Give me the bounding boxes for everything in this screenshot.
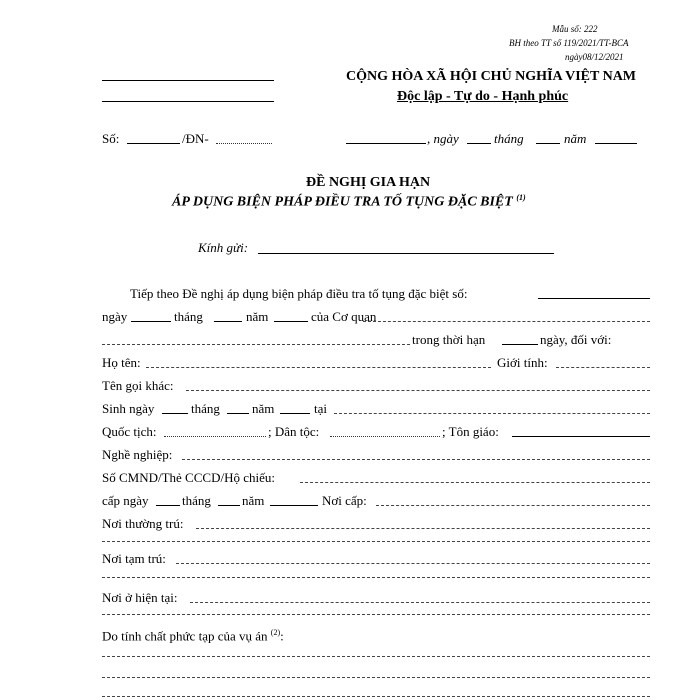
cap-day-field[interactable] <box>156 505 180 506</box>
body-month-field[interactable] <box>214 321 242 322</box>
body-agency-field-2[interactable] <box>102 344 410 345</box>
body-thang-label: tháng <box>174 309 203 324</box>
noi-thuong-tru-label: Nơi thường trú: <box>102 516 184 531</box>
agency-line-1[interactable] <box>102 80 274 81</box>
noi-thuong-tru-field-2[interactable] <box>102 541 650 542</box>
date-thang-label: tháng <box>494 131 524 146</box>
kinh-gui-field[interactable] <box>258 253 554 254</box>
cap-thang-label: tháng <box>182 493 211 508</box>
ho-ten-field[interactable] <box>146 367 491 368</box>
so-cmnd-label: Số CMND/Thẻ CCCD/Hộ chiếu: <box>102 470 275 485</box>
doc-title-line1: ĐỀ NGHỊ GIA HẠN <box>306 175 431 190</box>
form-code-line1: Mẫu số: 222 <box>552 24 598 34</box>
quoc-tich-field[interactable] <box>164 436 266 437</box>
agency-line-2[interactable] <box>102 101 274 102</box>
do-tinh-chat-note: (2) <box>270 628 281 637</box>
noi-tam-tru-field[interactable] <box>176 563 650 564</box>
dan-toc-field[interactable] <box>330 436 440 437</box>
noi-thuong-tru-field[interactable] <box>196 528 650 529</box>
ten-goi-khac-label: Tên gọi khác: <box>102 378 174 393</box>
doc-number-label: Số: <box>102 131 120 146</box>
ton-giao-field[interactable] <box>512 436 650 437</box>
quoc-tich-label: Quốc tịch: <box>102 424 157 439</box>
gioi-tinh-label: Giới tính: <box>497 355 548 370</box>
doc-number-dn: /ĐN- <box>182 131 209 146</box>
form-code-line3: ngày08/12/2021 <box>565 52 624 62</box>
sinh-month-field[interactable] <box>227 413 249 414</box>
sinh-year-field[interactable] <box>280 413 310 414</box>
cap-ngay-label: cấp ngày <box>102 493 149 508</box>
do-tinh-chat-field-3[interactable] <box>102 696 650 697</box>
ton-giao-label: ; Tôn giáo: <box>442 424 499 439</box>
date-nam-label: năm <box>564 131 587 146</box>
date-month-field[interactable] <box>536 143 560 144</box>
body-ngay-doi-voi-label: ngày, đối với: <box>540 332 612 347</box>
body-year-field[interactable] <box>274 321 308 322</box>
date-day-field[interactable] <box>467 143 491 144</box>
date-year-field[interactable] <box>595 143 637 144</box>
doc-title-note: (1) <box>516 193 526 202</box>
do-tinh-chat-field-1[interactable] <box>102 656 650 657</box>
noi-o-hien-tai-label: Nơi ở hiện tại: <box>102 590 178 605</box>
doc-title-line2-text: ÁP DỤNG BIỆN PHÁP ĐIỀU TRA TỐ TỤNG ĐẶC BIỆT <box>172 194 513 210</box>
noi-o-hien-tai-field-2[interactable] <box>102 614 650 615</box>
sinh-tai-field[interactable] <box>334 413 650 414</box>
form-code-line2: BH theo TT số 119/2021/TT-BCA <box>509 38 629 48</box>
do-tinh-chat-label <box>102 628 284 644</box>
body-nam-label: năm <box>246 309 269 324</box>
doc-number-suffix-field[interactable] <box>216 143 272 144</box>
sinh-nam-label: năm <box>252 401 275 416</box>
nghe-nghiep-label: Nghề nghiệp: <box>102 447 173 462</box>
doc-number-field[interactable] <box>127 143 180 144</box>
ten-goi-khac-field[interactable] <box>186 390 650 391</box>
noi-tam-tru-label: Nơi tạm trú: <box>102 551 166 566</box>
cap-month-field[interactable] <box>218 505 240 506</box>
body-day-field[interactable] <box>131 321 171 322</box>
cap-year-field[interactable] <box>270 505 318 506</box>
noi-cap-field[interactable] <box>376 505 650 506</box>
ho-ten-label: Họ tên: <box>102 355 141 370</box>
noi-cap-label: Nơi cấp: <box>322 493 367 508</box>
national-title: CỘNG HÒA XÃ HỘI CHỦ NGHĨA VIỆT NAM <box>346 69 637 84</box>
sinh-thang-label: tháng <box>191 401 220 416</box>
sinh-day-field[interactable] <box>162 413 188 414</box>
national-motto: Độc lập - Tự do - Hạnh phúc <box>397 89 569 104</box>
noi-o-hien-tai-field[interactable] <box>190 602 650 603</box>
intro-text: Tiếp theo Đề nghị áp dụng biện pháp điều tra tố tụng đặc biệt số: <box>130 286 468 301</box>
sinh-ngay-label: Sinh ngày <box>102 401 155 416</box>
do-tinh-chat-field-2[interactable] <box>102 677 650 678</box>
dan-toc-label: ; Dân tộc: <box>268 424 320 439</box>
place-field[interactable] <box>346 143 426 144</box>
kinh-gui-label: Kính gửi: <box>198 240 249 255</box>
do-tinh-chat-text: Do tính chất phức tạp của vụ án <box>102 628 268 644</box>
do-tinh-chat-colon: : <box>280 628 284 644</box>
noi-tam-tru-field-2[interactable] <box>102 577 650 578</box>
body-agency-field[interactable] <box>363 321 650 322</box>
doc-title-line2 <box>172 193 526 211</box>
sinh-tai-label: tại <box>314 401 327 416</box>
nghe-nghiep-field[interactable] <box>182 459 650 460</box>
intro-number-field[interactable] <box>538 298 650 299</box>
cap-nam-label: năm <box>242 493 265 508</box>
body-ngay-label: ngày <box>102 309 128 324</box>
date-ngay-label: , ngày <box>427 131 459 146</box>
so-cmnd-field[interactable] <box>300 482 650 483</box>
body-cua-co-quan-label: của Cơ quan <box>311 309 377 324</box>
body-trong-thoi-han-label: trong thời hạn <box>412 332 486 347</box>
gioi-tinh-field[interactable] <box>556 367 650 368</box>
body-duration-field[interactable] <box>502 344 538 345</box>
